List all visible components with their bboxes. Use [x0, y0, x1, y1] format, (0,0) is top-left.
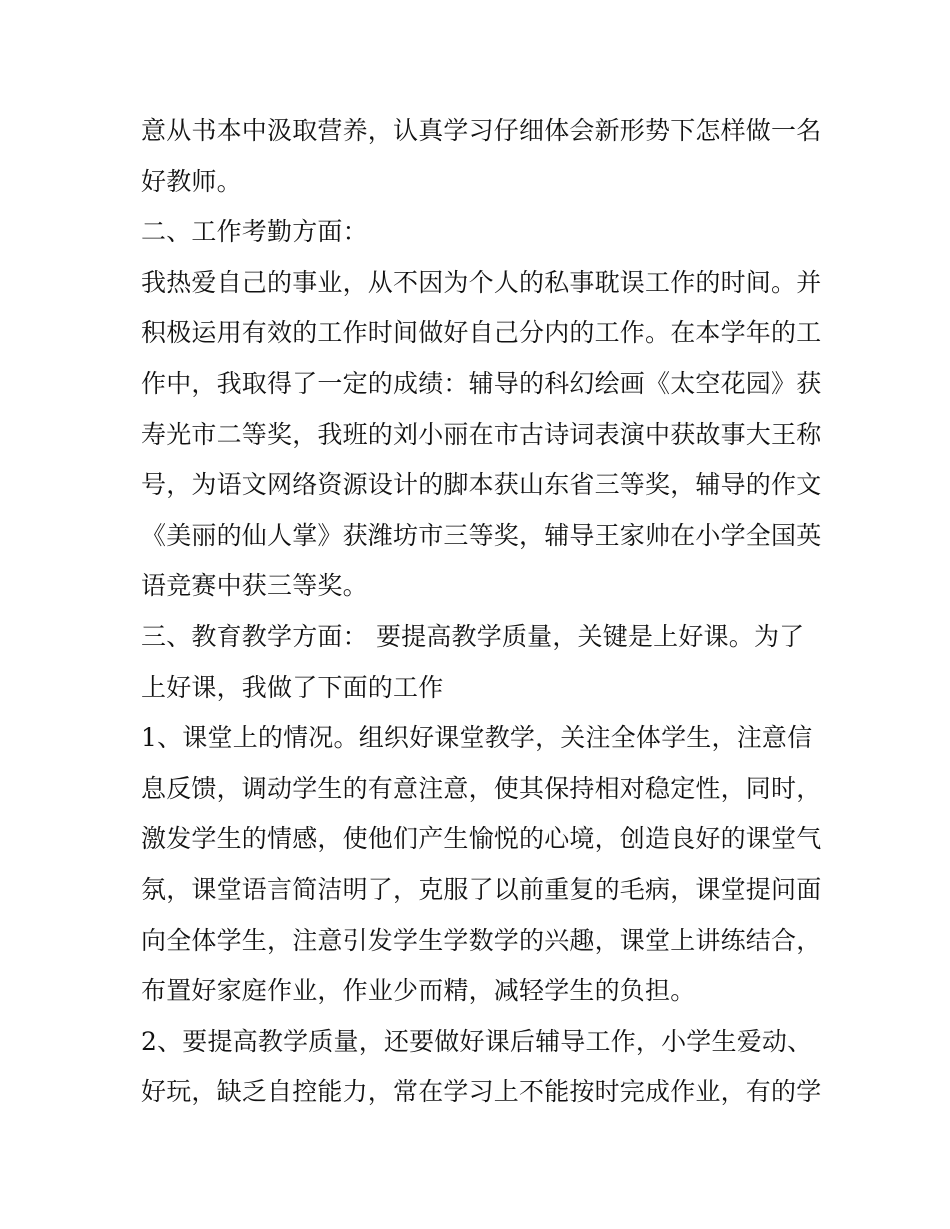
- list-item: 2、要提高教学质量，还要做好课后辅导工作，小学生爱动、: [141, 1026, 813, 1056]
- text-line: 激发学生的情感，使他们产生愉悦的心境，创造良好的课堂气: [141, 824, 822, 854]
- text-line: 作中，我取得了一定的成绩：辅导的科幻绘画《太空花园》获: [141, 368, 822, 398]
- text-line: 向全体学生，注意引发学生学数学的兴趣，课堂上讲练结合，: [141, 925, 822, 955]
- text-line: 息反馈，调动学生的有意注意，使其保持相对稳定性，同时，: [141, 773, 822, 803]
- text-line: 上好课，我做了下面的工作: [141, 672, 444, 702]
- text-line: 氛，课堂语言简洁明了，克服了以前重复的毛病，课堂提问面: [141, 874, 822, 904]
- text-line: 语竞赛中获三等奖。: [141, 571, 368, 601]
- text-line: 寿光市二等奖，我班的刘小丽在市古诗词表演中获故事大王称: [141, 419, 822, 449]
- text-line: 我热爱自己的事业，从不因为个人的私事耽误工作的时间。并: [141, 267, 822, 297]
- text-line: 意从书本中汲取营养，认真学习仔细体会新形势下怎样做一名: [141, 116, 822, 145]
- section-heading: 二、工作考勤方面：: [141, 217, 368, 247]
- text-line: 好玩，缺乏自控能力，常在学习上不能按时完成作业，有的学: [141, 1077, 822, 1107]
- section-heading: 三、教育教学方面： 要提高教学质量，关键是上好课。为了: [141, 621, 805, 651]
- list-item: 1、课堂上的情况。组织好课堂教学，关注全体学生，注意信: [141, 723, 813, 753]
- text-line: 积极运用有效的工作时间做好自己分内的工作。在本学年的工: [141, 318, 822, 348]
- text-line: 布置好家庭作业，作业少而精，减轻学生的负担。: [141, 976, 696, 1006]
- text-line: 号，为语文网络资源设计的脚本获山东省三等奖，辅导的作文: [141, 470, 822, 500]
- text-line: 《美丽的仙人掌》获潍坊市三等奖，辅导王家帅在小学全国英: [141, 520, 822, 550]
- document-body: [141, 106, 831, 1118]
- text-line: 好教师。: [141, 166, 242, 196]
